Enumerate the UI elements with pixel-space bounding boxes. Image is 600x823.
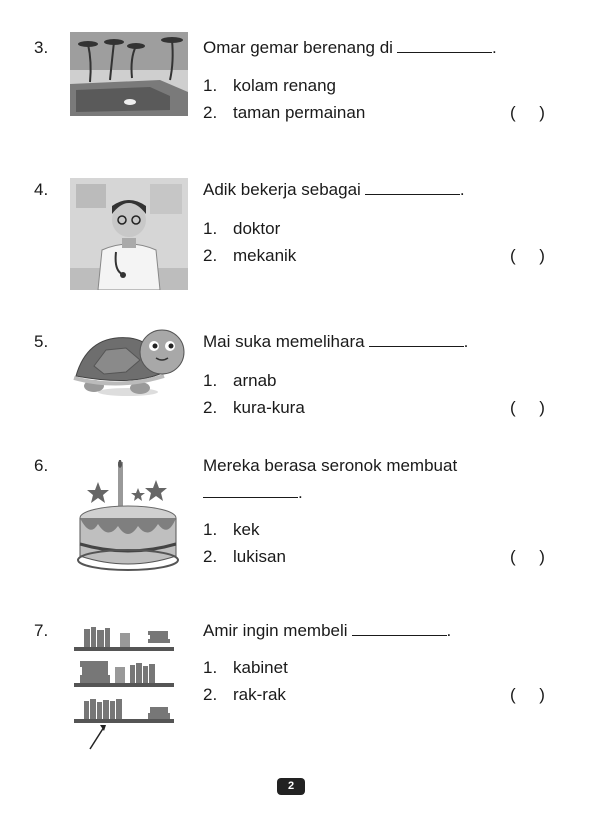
birthday-cake-image	[70, 460, 188, 578]
question-number: 6.	[34, 456, 49, 475]
question-stem: Amir ingin membeli .	[203, 621, 452, 640]
doctor-image	[70, 178, 188, 290]
option-2: 2. mekanik	[203, 246, 297, 265]
option-1: 1. kek	[203, 520, 260, 539]
option-2: 2. taman permainan	[203, 103, 366, 122]
question-stem: Adik bekerja sebagai .	[203, 180, 465, 199]
answer-bracket[interactable]: ( )	[510, 103, 545, 122]
question-stem: Mereka berasa seronok membuat	[203, 456, 458, 475]
answer-bracket[interactable]: ( )	[510, 685, 545, 704]
question-number: 4.	[34, 180, 49, 199]
option-1: 1. kolam renang	[203, 76, 337, 95]
answer-bracket[interactable]: ( )	[510, 398, 545, 417]
question-stem-continuation: .	[203, 483, 303, 503]
answer-bracket[interactable]: ( )	[510, 547, 545, 566]
option-1: 1. arnab	[203, 371, 277, 390]
bookshelves-image	[70, 621, 188, 751]
question-stem: Omar gemar berenang di .	[203, 38, 497, 57]
turtle-image	[70, 326, 188, 398]
page-number-badge: 2	[277, 778, 305, 795]
question-number: 3.	[34, 38, 49, 57]
answer-blank	[203, 485, 298, 498]
option-1: 1. doktor	[203, 219, 281, 238]
answer-bracket[interactable]: ( )	[510, 246, 545, 265]
question-stem: Mai suka memelihara .	[203, 332, 469, 351]
answer-blank	[352, 623, 447, 636]
answer-blank	[369, 334, 464, 347]
option-2: 2. rak-rak	[203, 685, 286, 704]
answer-blank	[397, 40, 492, 53]
question-number: 7.	[34, 621, 49, 640]
swimming-pool-image	[70, 32, 188, 116]
option-1: 1. kabinet	[203, 658, 288, 677]
question-number: 5.	[34, 332, 49, 351]
option-2: 2. kura-kura	[203, 398, 305, 417]
option-2: 2. lukisan	[203, 547, 286, 566]
answer-blank	[365, 182, 460, 195]
